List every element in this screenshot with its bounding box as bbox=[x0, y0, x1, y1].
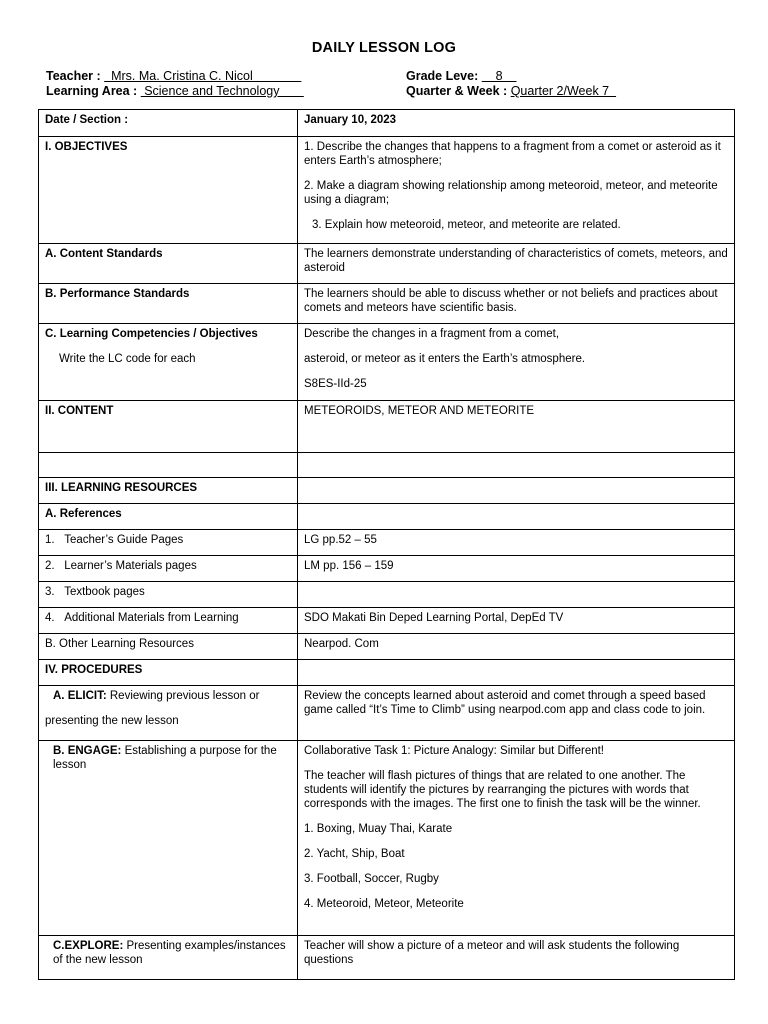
grade-value: 8 bbox=[481, 69, 517, 83]
table-row bbox=[39, 660, 735, 686]
reference-value bbox=[298, 582, 735, 608]
resources-label: III. LEARNING RESOURCES bbox=[39, 478, 298, 504]
table-row bbox=[39, 741, 735, 936]
engage-task-description: The teacher will flash pictures of things that are related to one another. The students will identify the pictures by rearranging the pictures with words that corresponds with the images. The first one to finish the task will be the winner. bbox=[304, 770, 701, 810]
table-row bbox=[39, 556, 735, 582]
competencies-cell bbox=[298, 324, 735, 401]
elicit-label-cell bbox=[39, 686, 298, 741]
content-label: II. CONTENT bbox=[39, 401, 298, 453]
reference-number: 1. bbox=[45, 534, 55, 546]
table-row bbox=[39, 110, 735, 137]
reference-label: Additional Materials from Learning bbox=[64, 612, 239, 624]
table-row bbox=[39, 401, 735, 453]
area-label: Learning Area : bbox=[46, 84, 138, 98]
lesson-log-table bbox=[38, 109, 735, 980]
table-row bbox=[39, 244, 735, 284]
explore-heading: C.EXPLORE: bbox=[53, 940, 124, 952]
empty-cell bbox=[298, 660, 735, 686]
elicit-value: Review the concepts learned about asteroid and comet through a speed based game called “It’s Time to Climb” using nearpod.com app and class code to join. bbox=[298, 686, 735, 741]
elicit-heading: A. ELICIT: bbox=[53, 690, 107, 702]
table-row bbox=[39, 284, 735, 324]
competency-line: asteroid, or meteor as it enters the Earth’s atmosphere. bbox=[304, 353, 586, 365]
table-row bbox=[39, 686, 735, 741]
table-row bbox=[39, 453, 735, 478]
engage-item: 4. Meteoroid, Meteor, Meteorite bbox=[304, 898, 464, 910]
reference-label-cell bbox=[39, 530, 298, 556]
objective-item: 1. Describe the changes that happens to a fragment from a comet or asteroid as it enters Earth’s atmosphere; bbox=[304, 141, 721, 167]
reference-label-cell bbox=[39, 582, 298, 608]
page-title: DAILY LESSON LOG bbox=[311, 40, 457, 56]
other-resources-value: Nearpod. Com bbox=[298, 634, 735, 660]
quarter-value: Quarter 2/Week 7 bbox=[510, 84, 617, 98]
objectives-cell bbox=[298, 137, 735, 244]
competency-line: Describe the changes in a fragment from a comet, bbox=[304, 328, 560, 340]
content-standards-value: The learners demonstrate understanding of characteristics of comets, meteors, and asteroid bbox=[298, 244, 735, 284]
engage-task-title: Collaborative Task 1: Picture Analogy: Similar but Different! bbox=[304, 745, 604, 757]
reference-number: 3. bbox=[45, 586, 55, 598]
engage-description: Establishing a purpose for the lesson bbox=[53, 745, 277, 771]
empty-cell bbox=[298, 478, 735, 504]
quarter-line bbox=[406, 84, 616, 98]
procedures-label: IV. PROCEDURES bbox=[39, 660, 298, 686]
table-row bbox=[39, 582, 735, 608]
performance-standards-label: B. Performance Standards bbox=[39, 284, 298, 324]
grade-label: Grade Leve: bbox=[406, 69, 479, 83]
teacher-line bbox=[46, 69, 301, 83]
empty-cell bbox=[39, 453, 298, 478]
table-row bbox=[39, 936, 735, 980]
table-row bbox=[39, 478, 735, 504]
reference-value: SDO Makati Bin Deped Learning Portal, DepEd TV bbox=[298, 608, 735, 634]
table-row bbox=[39, 634, 735, 660]
area-line bbox=[46, 84, 304, 98]
reference-label-cell bbox=[39, 556, 298, 582]
competencies-label: C. Learning Competencies / Objectives bbox=[45, 328, 258, 340]
grade-line bbox=[406, 69, 517, 83]
competency-code: S8ES-IId-25 bbox=[304, 378, 367, 390]
engage-item: 2. Yacht, Ship, Boat bbox=[304, 848, 405, 860]
reference-label: Teacher’s Guide Pages bbox=[64, 534, 184, 546]
teacher-value: Mrs. Ma. Cristina C. Nicol bbox=[104, 69, 302, 83]
reference-label-cell bbox=[39, 608, 298, 634]
objective-item: 2. Make a diagram showing relationship among meteoroid, meteor, and meteorite using a diagram; bbox=[304, 180, 718, 206]
table-row bbox=[39, 504, 735, 530]
area-value: Science and Technology bbox=[140, 84, 304, 98]
elicit-description: Reviewing previous lesson or bbox=[106, 690, 260, 702]
table-row bbox=[39, 608, 735, 634]
date-label: Date / Section : bbox=[39, 110, 298, 137]
competencies-sublabel: Write the LC code for each bbox=[59, 353, 196, 365]
performance-standards-value: The learners should be able to discuss whether or not beliefs and practices about comets and meteors have scientific basis. bbox=[298, 284, 735, 324]
quarter-label: Quarter & Week : bbox=[406, 84, 508, 98]
reference-number: 2. bbox=[45, 560, 55, 572]
objectives-label: I. OBJECTIVES bbox=[39, 137, 298, 244]
elicit-description-2: presenting the new lesson bbox=[45, 715, 179, 727]
explore-value: Teacher will show a picture of a meteor and will ask students the following questions bbox=[298, 936, 735, 980]
reference-number: 4. bbox=[45, 612, 55, 624]
reference-value: LG pp.52 – 55 bbox=[298, 530, 735, 556]
engage-item: 3. Football, Soccer, Rugby bbox=[304, 873, 439, 885]
engage-item: 1. Boxing, Muay Thai, Karate bbox=[304, 823, 453, 835]
table-row bbox=[39, 137, 735, 244]
content-value: METEOROIDS, METEOR AND METEORITE bbox=[298, 401, 735, 453]
references-label: A. References bbox=[39, 504, 298, 530]
other-resources-label: B. Other Learning Resources bbox=[39, 634, 298, 660]
empty-cell bbox=[298, 453, 735, 478]
explore-description: Presenting examples/instances of the new lesson bbox=[53, 940, 286, 966]
objective-item: 3. Explain how meteoroid, meteor, and meteorite are related. bbox=[312, 219, 621, 231]
engage-label-cell bbox=[39, 741, 298, 936]
reference-value: LM pp. 156 – 159 bbox=[298, 556, 735, 582]
date-value: January 10, 2023 bbox=[298, 110, 735, 137]
reference-label: Textbook pages bbox=[64, 586, 145, 598]
table-row bbox=[39, 324, 735, 401]
explore-label-cell bbox=[39, 936, 298, 980]
reference-label: Learner’s Materials pages bbox=[64, 560, 197, 572]
table-row bbox=[39, 530, 735, 556]
content-standards-label: A. Content Standards bbox=[39, 244, 298, 284]
teacher-label: Teacher : bbox=[46, 69, 101, 83]
empty-cell bbox=[298, 504, 735, 530]
competencies-label-cell bbox=[39, 324, 298, 401]
engage-heading: B. ENGAGE: bbox=[53, 745, 122, 757]
engage-cell bbox=[298, 741, 735, 936]
